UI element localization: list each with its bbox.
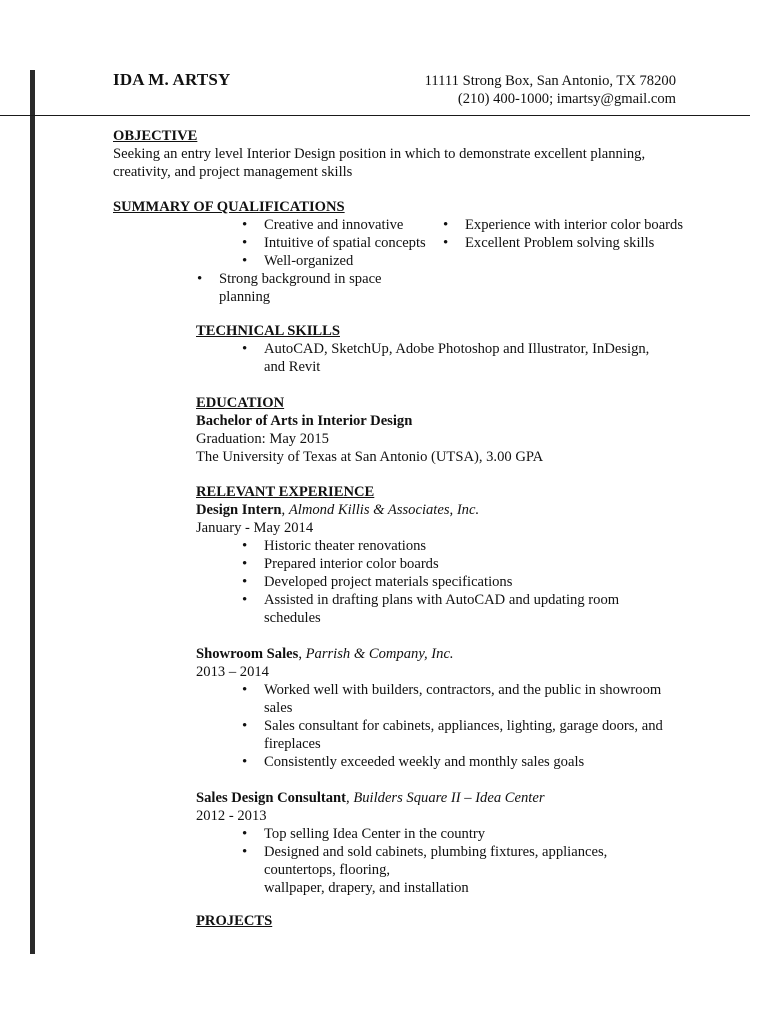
applicant-name: IDA M. ARTSY [113,70,231,89]
comma-separator: , [281,502,289,518]
header-divider [0,115,750,116]
left-margin-bar [30,70,35,954]
list-item: • Designed and sold cabinets, plumbing fixtures, appliances, countertops, flooring, [242,843,642,879]
technical-heading: TECHNICAL SKILLS [196,323,340,339]
contact-info [425,72,676,108]
job-company: Almond Killis & Associates, Inc. [288,502,480,518]
job-showroom-sales [196,645,696,771]
qualifications-heading-underlined: SUMMARY OF QUALIFICATIONS [113,199,345,215]
objective-text: Seeking an entry level Interior Design position in which to demonstrate excellent planning, creativity, and project management skills [113,146,646,180]
job-title-line [196,789,696,807]
projects-heading: PROJECTS [196,913,273,929]
list-item: • Worked well with builders, contractors, and the public in showroom sales [242,681,682,717]
job-title-line [196,501,696,519]
list-item: • Developed project materials specifications [242,573,662,591]
list-item: • Assisted in drafting plans with AutoCAD and updating room schedules [242,591,662,627]
list-item: • Consistently exceeded weekly and monthly sales goals [242,753,682,771]
address: 11111 Strong Box, San Antonio, TX 78200 [424,73,676,89]
list-item: • Prepared interior color boards [242,555,662,573]
qualifications-right-list [443,216,683,252]
graduation-date: Graduation: May 2015 [196,431,329,447]
job-title: Sales Design Consultant [196,790,347,806]
list-item: • Excellent Problem solving skills [443,234,683,252]
job-dates: 2012 - 2013 [196,808,267,824]
experience-section [196,483,696,897]
list-item: • Top selling Idea Center in the country [242,825,642,843]
list-item: • Strong background in space planning [197,270,397,306]
job-title: Showroom Sales [196,646,299,662]
education-section [196,394,696,466]
technical-list [242,340,662,376]
technical-section [196,322,696,376]
job-design-intern [196,501,696,627]
qualifications-left-extra [197,270,397,306]
job-company: Parrish & Company, Inc. [305,646,454,662]
list-item-continuation: wallpaper, drapery, and installation [264,880,469,896]
job-dates: 2013 – 2014 [196,664,269,680]
comma-separator: , [298,646,306,662]
list-item: • Sales consultant for cabinets, appliances, lighting, garage doors, and fireplaces [242,717,682,753]
job-sales-design-consultant [196,789,696,897]
job-dates: January - May 2014 [196,520,314,536]
list-item: • Well-organized [242,252,442,270]
job-title: Design Intern [196,502,282,518]
degree: Bachelor of Arts in Interior Design [196,413,413,429]
comma-separator: , [346,790,354,806]
objective-heading: OBJECTIVE [113,128,198,144]
list-item: • Experience with interior color boards [443,216,683,234]
qualifications-left-list [242,216,442,270]
list-item: • AutoCAD, SketchUp, Adobe Photoshop and Illustrator, InDesign, and Revit [242,340,662,376]
job-duties [242,681,682,771]
job-title-line [196,645,696,663]
job-company: Builders Square II – Idea Center [353,790,545,806]
list-item: • Creative and innovative [242,216,442,234]
job-duties [242,537,662,627]
objective-section [113,127,683,181]
job-duties [242,825,642,879]
school: The University of Texas at San Antonio (UTSA), 3.00 GPA [196,449,544,465]
education-heading: EDUCATION [196,395,285,411]
list-item: • Intuitive of spatial concepts [242,234,442,252]
list-item: • Historic theater renovations [242,537,662,555]
phone-email: (210) 400-1000; imartsy@gmail.com [457,91,676,107]
experience-heading: RELEVANT EXPERIENCE [196,484,375,500]
